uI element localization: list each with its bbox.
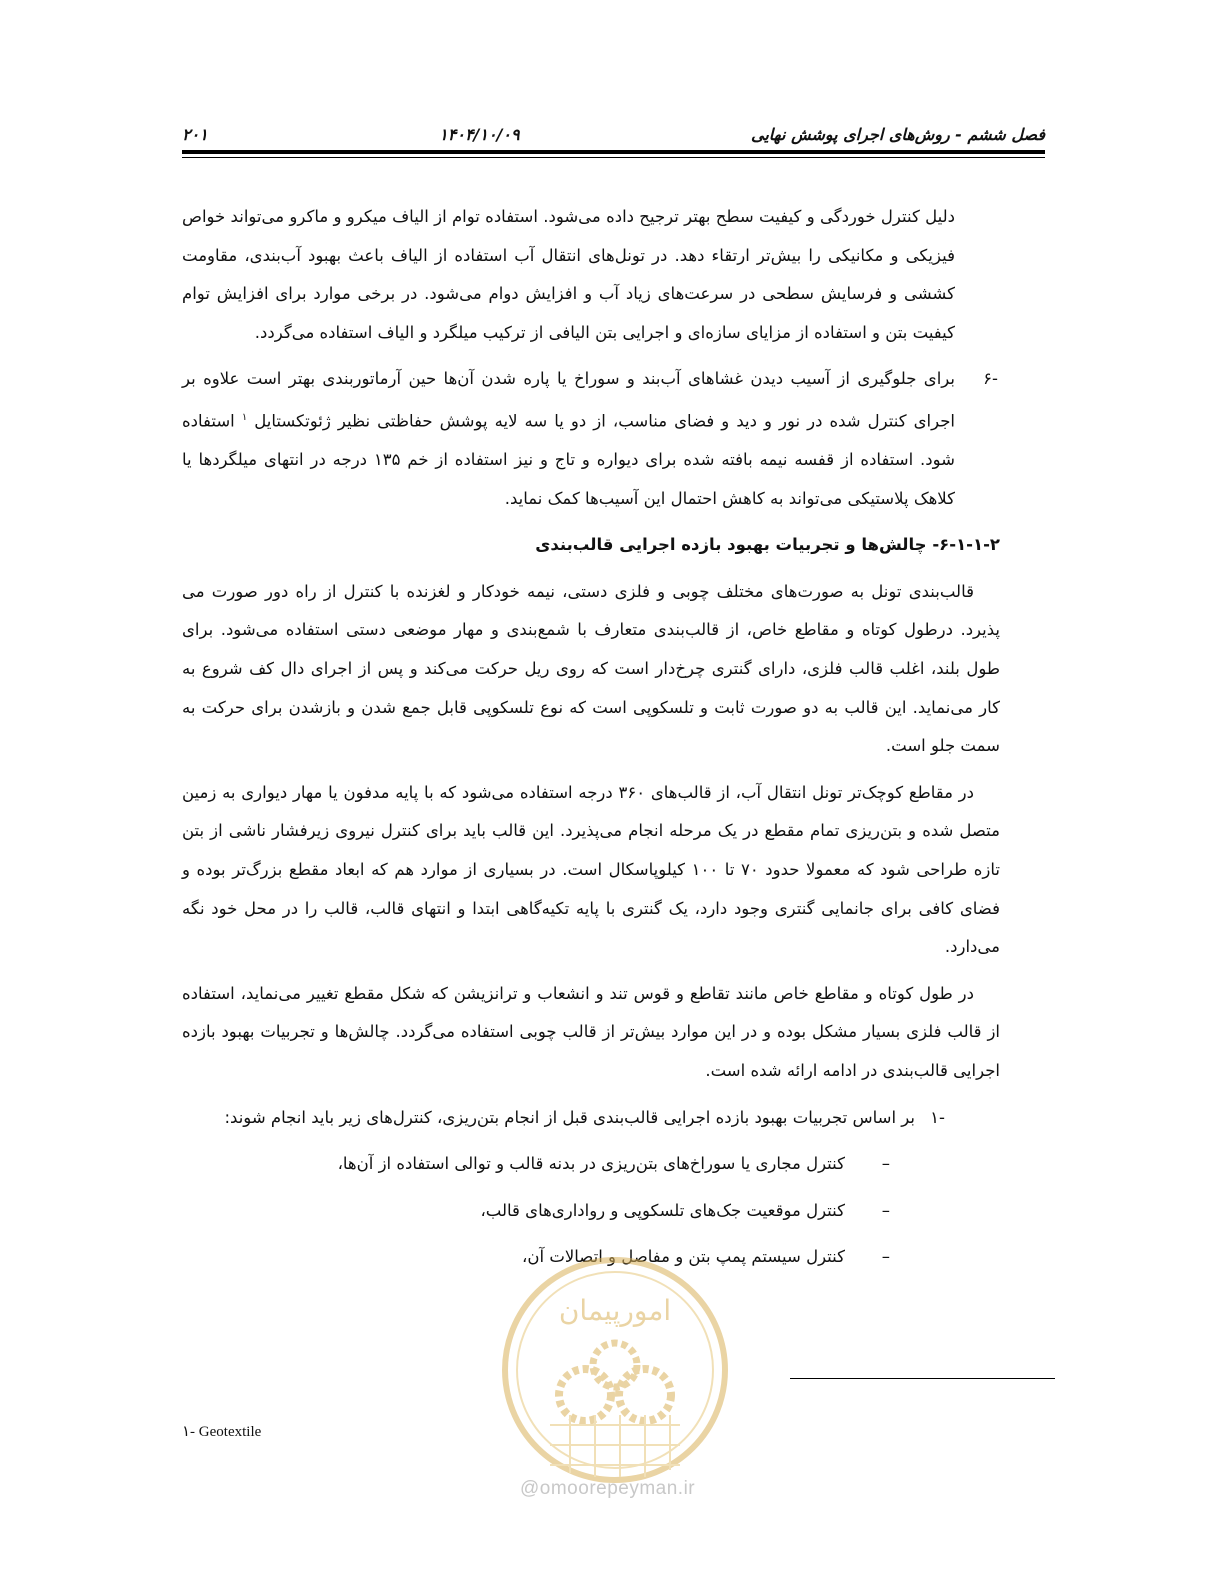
item-text: برای جلوگیری از آسیب دیدن غشاهای آب‌بند و سوراخ یا پاره شدن آن‌ها حین آرماتوربندی بهتر است علاوه بر اجرای کنترل شده در نور و دید و فضای مناسب، از دو یا سه لایه پوشش حفاظتی نظیر ژئوتکستایل [182, 369, 955, 431]
item-text: بر اساس تجربیات بهبود بازده اجرایی قالب‌بندی قبل از انجام بتن‌ریزی، کنترل‌های زیر باید انجام شوند: [224, 1107, 915, 1127]
paragraph: در مقاطع کوچک‌تر تونل انتقال آب، از قالب‌های ۳۶۰ درجه استفاده می‌شود که با پایه مدفون یا مهار دیواری به زمین متصل شده و بتن‌ریزی تمام مقطع در یک مرحله انجام می‌پذیرد. این قالب باید برای کنترل نیروی زیرفشار ناشی از بتن تازه طراحی شود که معمولا حدود ۷۰ تا ۱۰۰ کیلوپاسکال است. در بسیاری از موارد هم که ابعاد مقطع بزرگ‌تر بوده و فضای کافی برای جانمایی گنتری وجود دارد، یک گنتری با پایه تکیه‌گاهی ابتدا و انتهای قالب، قالب را در محل خود نگه می‌دارد. [182, 782, 1000, 957]
footnote: ۱- Geotextile [182, 1424, 262, 1440]
sub-list-item: – کنترل سیستم پمپ بتن و مفاصل و اتصالات آن، [182, 1238, 1000, 1277]
list-item-1 [182, 1099, 1000, 1138]
sub-list-item: – کنترل مجاری یا سوراخ‌های بتن‌ریزی در بدنه قالب و توالی استفاده از آن‌ها، [182, 1145, 1000, 1184]
section-heading: ۶-۱-۱-۲- چالش‌ها و تجربیات بهبود بازده اجرایی قالب‌بندی [535, 535, 1000, 555]
item-text: استفاده شود. استفاده از قفسه نیمه بافته شده برای دیواره و تاج و نیز استفاده از خم ۱۳۵ درجه در انتهای میلگردها یا کلاهک پلاستیکی می‌تواند به کاهش احتمال این آسیب‌ها کمک نماید. [182, 411, 955, 508]
header-date: ۱۴۰۴/۱۰/۰۹ [439, 124, 520, 144]
paragraph: قالب‌بندی تونل به صورت‌های مختلف چوبی و فلزی دستی، نیمه خودکار و لغزنده با کنترل از راه دور صورت می پذیرد. درطول کوتاه و مقاطع خاص، از قالب‌بندی متعارف با شمع‌بندی و مهار موضعی دستی استفاده می‌شود. برای طول بلند، اغلب قالب فلزی، دارای گنتری چرخ‌دار است که روی ریل حرکت می‌کند و پس از اجرای دال کف شروع به کار می‌نماید. این قالب به دو صورت ثابت و تلسکوپی است که نوع تلسکوپی قابل جمع شدن و بازشدن برای حرکت به سمت جلو است. [182, 581, 1000, 756]
page-number: ۲۰۱ [182, 124, 208, 144]
footnote-separator [790, 1378, 1055, 1379]
dash-bullet: – [881, 1154, 890, 1174]
watermark-url: @omoorepeyman.ir [520, 1478, 696, 1499]
body-text [182, 198, 1000, 1285]
sub-list-item: – کنترل موقعیت جک‌های تلسکوپی و رواداری‌های قالب، [182, 1192, 1000, 1231]
chapter-title: فصل ششم - روش‌های اجرای پوشش نهایی [751, 124, 1045, 144]
page-header [182, 118, 1045, 150]
footnote-reference: ۱ [241, 411, 248, 423]
item-number: -۱ [930, 1107, 945, 1127]
header-rule-thick [182, 150, 1045, 154]
paragraph: در طول کوتاه و مقاطع خاص مانند تقاطع و قوس تند و انشعاب و ترانزیشن که شکل مقطع تغییر می‌نماید، استفاده از قالب فلزی بسیار مشکل بوده و در این موارد بیش‌تر از قالب چوبی استفاده می‌گردد. چالش‌ها و تجربیات بهبود بازده اجرایی قالب‌بندی در ادامه ارائه شده است. [182, 983, 1000, 1080]
watermark-logo-text: امورپیمان [558, 1294, 672, 1327]
dash-bullet: – [881, 1200, 890, 1220]
watermark-logo [490, 1245, 740, 1495]
dash-bullet: – [881, 1247, 890, 1267]
list-item-6 [182, 360, 1000, 518]
item-number: -۶ [983, 369, 998, 389]
header-rule-thin [182, 157, 1045, 158]
continuation-paragraph: دلیل کنترل خوردگی و کیفیت سطح بهتر ترجیح داده می‌شود. استفاده توام از الیاف میکرو و ماکرو می‌تواند خواص فیزیکی و مکانیکی را بیش‌تر ارتقاء دهد. در تونل‌های انتقال آب استفاده از الیاف باعث بهبود آب‌بندی، مقاومت کششی و فرسایش سطحی در سرعت‌های زیاد آب و افزایش دوام می‌شود. در برخی موارد برای افزایش توام کیفیت بتن و استفاده از مزایای سازه‌ای و اجرایی بتن الیافی از ترکیب میلگرد و الیاف استفاده می‌گردد. [182, 207, 955, 342]
